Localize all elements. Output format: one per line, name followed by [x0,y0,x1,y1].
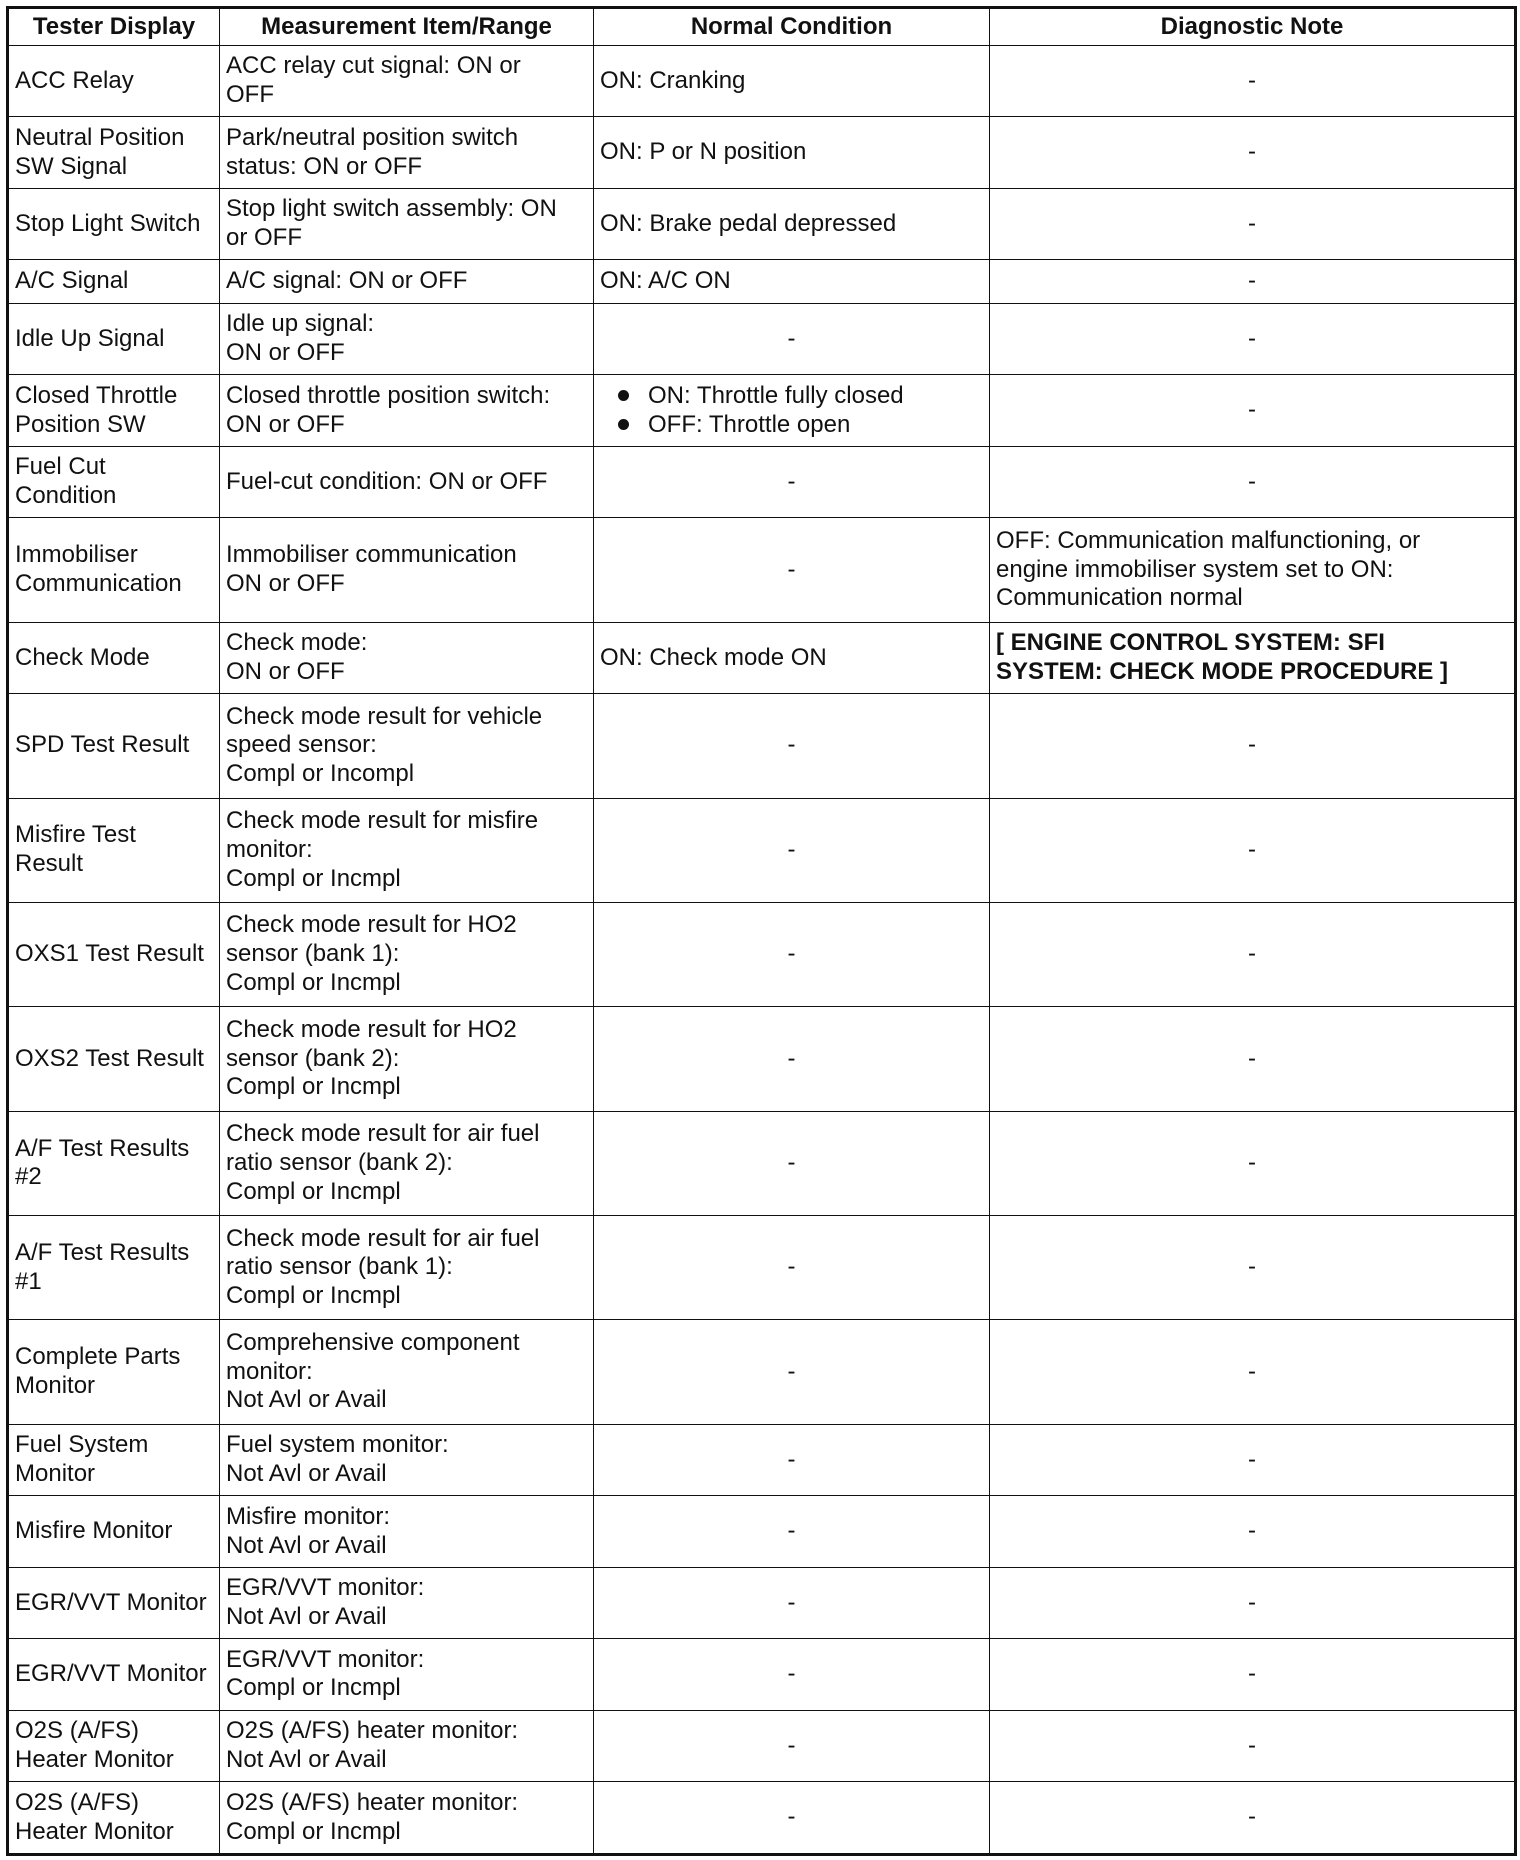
tester-display-cell: Neutral Position SW Signal [8,117,220,188]
normal-condition-cell: - [594,1111,990,1215]
measurement-item-cell: EGR/VVT monitor: Not Avl or Avail [220,1567,594,1638]
table-row [8,117,1516,188]
bullet-item: ON: Throttle fully closed [618,382,983,411]
measurement-item-cell: Misfire monitor: Not Avl or Avail [220,1496,594,1567]
normal-condition-cell: - [594,694,990,798]
bullet-item: OFF: Throttle open [618,411,983,440]
procedure-link[interactable]: [ ENGINE CONTROL SYSTEM: SFI SYSTEM: CHECK MODE PROCEDURE ] [990,622,1516,693]
diagnostic-note-cell: - [990,694,1516,798]
tester-display-cell: Stop Light Switch [8,188,220,259]
normal-condition-cell: - [594,1710,990,1781]
tester-display-cell: Check Mode [8,622,220,693]
table-row [8,622,1516,693]
measurement-item-cell: Check mode result for air fuel ratio sensor (bank 1): Compl or Incmpl [220,1216,594,1320]
diagnostic-note-cell: - [990,1639,1516,1710]
table-row [8,798,1516,902]
table-row [8,46,1516,117]
measurement-item-cell: Park/neutral position switch status: ON or OFF [220,117,594,188]
table-row [8,1639,1516,1710]
diagnostic-note-cell: - [990,1007,1516,1111]
table-row [8,1424,1516,1495]
table-row [8,694,1516,798]
diagnostic-note-cell: - [990,1782,1516,1855]
data-list-table [6,6,1517,1856]
measurement-item-cell: Fuel-cut condition: ON or OFF [220,446,594,517]
diagnostic-note-cell: OFF: Communication malfunctioning, or engine immobiliser system set to ON: Communication normal [990,518,1516,622]
diagnostic-note-cell: - [990,446,1516,517]
tester-display-cell: EGR/VVT Monitor [8,1639,220,1710]
table-row [8,1782,1516,1855]
table-row [8,1111,1516,1215]
normal-condition-cell: - [594,1320,990,1424]
normal-condition-cell: - [594,1216,990,1320]
tester-display-cell: Immobiliser Communication [8,518,220,622]
tester-display-cell: O2S (A/FS) Heater Monitor [8,1710,220,1781]
table-row [8,1567,1516,1638]
diagnostic-note-cell: - [990,188,1516,259]
measurement-item-cell: Stop light switch assembly: ON or OFF [220,188,594,259]
diagnostic-note-cell: - [990,1496,1516,1567]
measurement-item-cell: A/C signal: ON or OFF [220,260,594,303]
normal-condition-cell: - [594,902,990,1006]
measurement-item-cell: O2S (A/FS) heater monitor: Not Avl or Avail [220,1710,594,1781]
normal-condition-cell: ON: A/C ON [594,260,990,303]
tester-display-cell: Misfire Monitor [8,1496,220,1567]
measurement-item-cell: O2S (A/FS) heater monitor: Compl or Incmpl [220,1782,594,1855]
measurement-item-cell: Check mode result for vehicle speed sensor: Compl or Incompl [220,694,594,798]
normal-condition-cell: - [594,303,990,374]
tester-display-cell: Fuel System Monitor [8,1424,220,1495]
measurement-item-cell: Check mode result for HO2 sensor (bank 2): Compl or Incmpl [220,1007,594,1111]
diagnostic-note-cell: - [990,798,1516,902]
diagnostic-note-cell: - [990,1710,1516,1781]
normal-condition-cell: ON: Cranking [594,46,990,117]
table-row [8,1320,1516,1424]
header-diagnostic-note: Diagnostic Note [990,8,1516,46]
measurement-item-cell: Fuel system monitor: Not Avl or Avail [220,1424,594,1495]
table-row [8,188,1516,259]
normal-condition-cell: - [594,1424,990,1495]
measurement-item-cell: EGR/VVT monitor: Compl or Incmpl [220,1639,594,1710]
tester-display-cell: EGR/VVT Monitor [8,1567,220,1638]
tester-display-cell: A/F Test Results #2 [8,1111,220,1215]
header-normal-condition: Normal Condition [594,8,990,46]
table-row [8,446,1516,517]
diagnostic-note-cell: - [990,260,1516,303]
diagnostic-note-cell: - [990,902,1516,1006]
table-row [8,902,1516,1006]
diagnostic-note-cell: - [990,117,1516,188]
tester-display-cell: A/F Test Results #1 [8,1216,220,1320]
tester-display-cell: O2S (A/FS) Heater Monitor [8,1782,220,1855]
bullet-list [600,382,983,440]
diagnostic-note-cell: - [990,303,1516,374]
measurement-item-cell: Check mode result for misfire monitor: Compl or Incmpl [220,798,594,902]
header-row [8,8,1516,46]
tester-display-cell: Misfire Test Result [8,798,220,902]
normal-condition-cell: ON: Brake pedal depressed [594,188,990,259]
measurement-item-cell: Check mode: ON or OFF [220,622,594,693]
document-page [6,6,1514,1856]
table-row [8,375,1516,446]
normal-condition-cell: - [594,1567,990,1638]
measurement-item-cell: Idle up signal: ON or OFF [220,303,594,374]
tester-display-cell: OXS2 Test Result [8,1007,220,1111]
normal-condition-cell: - [594,798,990,902]
measurement-item-cell: Comprehensive component monitor: Not Avl or Avail [220,1320,594,1424]
normal-condition-cell: - [594,1639,990,1710]
table-row [8,260,1516,303]
header-measurement-item: Measurement Item/Range [220,8,594,46]
normal-condition-cell: - [594,446,990,517]
table-row [8,303,1516,374]
tester-display-cell: Complete Parts Monitor [8,1320,220,1424]
normal-condition-cell: - [594,1782,990,1855]
diagnostic-note-cell: - [990,1424,1516,1495]
table-row [8,1216,1516,1320]
diagnostic-note-cell: - [990,1320,1516,1424]
measurement-item-cell: Closed throttle position switch: ON or OFF [220,375,594,446]
table-row [8,1710,1516,1781]
diagnostic-note-cell: - [990,1111,1516,1215]
normal-condition-cell: ON: P or N position [594,117,990,188]
diagnostic-note-cell: - [990,46,1516,117]
tester-display-cell: SPD Test Result [8,694,220,798]
table-row [8,1496,1516,1567]
tester-display-cell: Closed Throttle Position SW [8,375,220,446]
measurement-item-cell: Check mode result for HO2 sensor (bank 1): Compl or Incmpl [220,902,594,1006]
normal-condition-cell: - [594,518,990,622]
tester-display-cell: Idle Up Signal [8,303,220,374]
measurement-item-cell: Immobiliser communication ON or OFF [220,518,594,622]
tester-display-cell: A/C Signal [8,260,220,303]
diagnostic-note-cell: - [990,1567,1516,1638]
measurement-item-cell: ACC relay cut signal: ON or OFF [220,46,594,117]
diagnostic-note-cell: - [990,375,1516,446]
tester-display-cell: ACC Relay [8,46,220,117]
tester-display-cell: OXS1 Test Result [8,902,220,1006]
normal-condition-cell [594,375,990,446]
normal-condition-cell: - [594,1007,990,1111]
tester-display-cell: Fuel Cut Condition [8,446,220,517]
measurement-item-cell: Check mode result for air fuel ratio sensor (bank 2): Compl or Incmpl [220,1111,594,1215]
diagnostic-note-cell: - [990,1216,1516,1320]
table-row [8,1007,1516,1111]
normal-condition-cell: - [594,1496,990,1567]
header-tester-display: Tester Display [8,8,220,46]
normal-condition-cell: ON: Check mode ON [594,622,990,693]
table-row [8,518,1516,622]
